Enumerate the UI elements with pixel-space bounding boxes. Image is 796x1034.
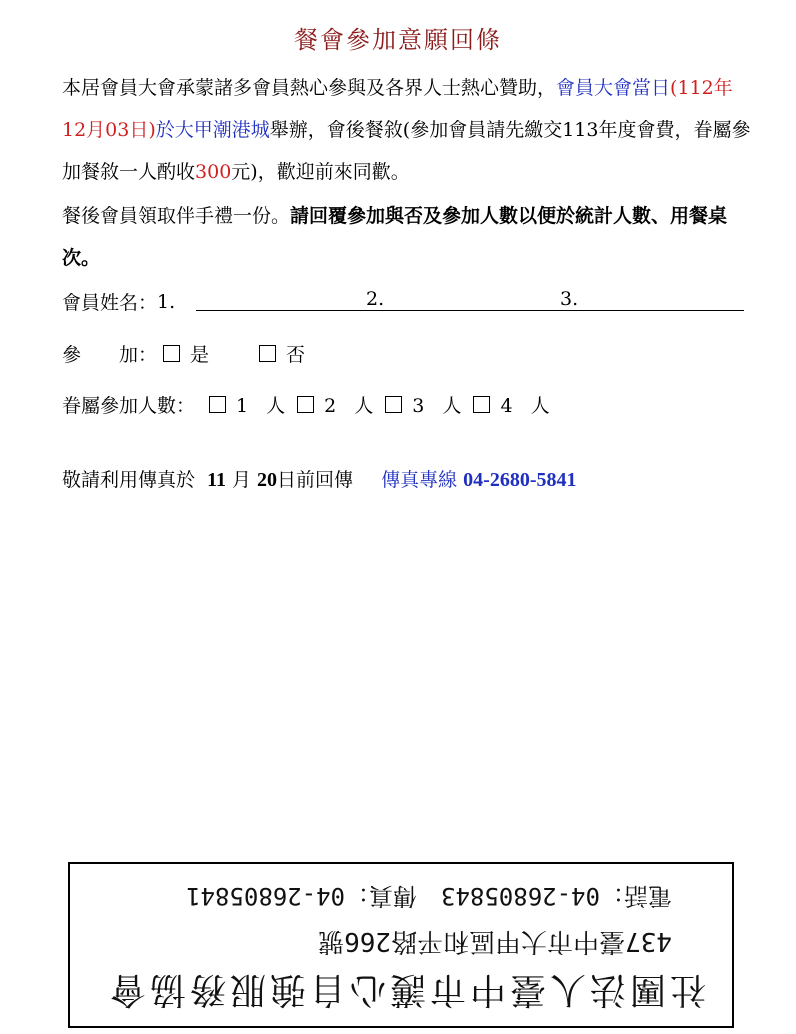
intro-fee: 300 [195, 161, 232, 183]
intro-venue: 於大甲潮港城 [155, 119, 270, 141]
family-count-row [62, 391, 556, 418]
stamp-address: 437臺中市大甲區和平路266號 [318, 926, 672, 956]
family-1-checkbox[interactable] [209, 396, 226, 413]
attend-no-label: 否 [286, 344, 306, 366]
intro-text-b: 會員大會當日 [556, 77, 671, 99]
member-name-underline[interactable] [196, 310, 744, 311]
fax-text-a: 敬請利用傳真於 [62, 469, 196, 491]
family-2-checkbox[interactable] [297, 396, 314, 413]
stamp-rotated-content [70, 864, 732, 1026]
intro-text-g: 元)，歡迎前來同歡。 [231, 161, 410, 183]
attend-yes-checkbox[interactable] [163, 345, 180, 362]
fax-number: 04-2680-5841 [463, 469, 577, 491]
fax-month: 11 [207, 469, 226, 491]
family-3-label: 3 人 [412, 395, 468, 417]
fax-day: 20 [257, 469, 278, 491]
intro-paragraph-1 [62, 67, 752, 193]
member-name-2-label: 2. [366, 288, 385, 310]
attend-label: 參 加： [62, 344, 158, 366]
organization-stamp [68, 862, 734, 1028]
attend-row [62, 340, 305, 367]
intro-paragraph-2 [62, 195, 752, 279]
attend-yes-label: 是 [190, 344, 210, 366]
intro-date: (112年12月03日) [62, 77, 733, 141]
family-3-checkbox[interactable] [385, 396, 402, 413]
intro-reply-request: 請回覆參加與否及參加人數以便於統計人數、用餐桌次。 [62, 205, 728, 269]
family-2-label: 2 人 [324, 395, 380, 417]
attend-no-checkbox[interactable] [259, 345, 276, 362]
member-name-1-label: 1. [157, 290, 176, 313]
form-title: 餐會參加意願回條 [294, 26, 502, 54]
member-names-label: 會員姓名： [62, 292, 158, 314]
fax-line-label: 傳真專線 [381, 469, 458, 491]
family-4-checkbox[interactable] [473, 396, 490, 413]
fax-instruction [62, 465, 576, 492]
intro-gift-text: 餐後會員領取伴手禮一份。 [62, 205, 291, 227]
family-4-label: 4 人 [500, 395, 556, 417]
intro-text-a: 本居會員大會承蒙諸多會員熱心參與及各界人士熱心贊助， [62, 77, 557, 99]
family-1-label: 1 人 [236, 395, 292, 417]
stamp-org-name: 社團法人臺中市護心自強服務協會 [105, 969, 706, 1010]
family-count-label: 眷屬參加人數： [62, 395, 196, 417]
member-names-row [62, 288, 175, 315]
intro-text-e: 舉辦，會後餐敘(參加會員請先繳交113年度會費，眷屬參加餐敘一人酌收 [62, 119, 751, 183]
member-name-3-label: 3. [560, 288, 579, 310]
stamp-phone-fax: 電話：04-26805843 傳真：04-26805841 [186, 882, 672, 910]
fax-text-b: 月 [231, 469, 251, 491]
fax-text-c: 日前回傳 [277, 469, 354, 491]
